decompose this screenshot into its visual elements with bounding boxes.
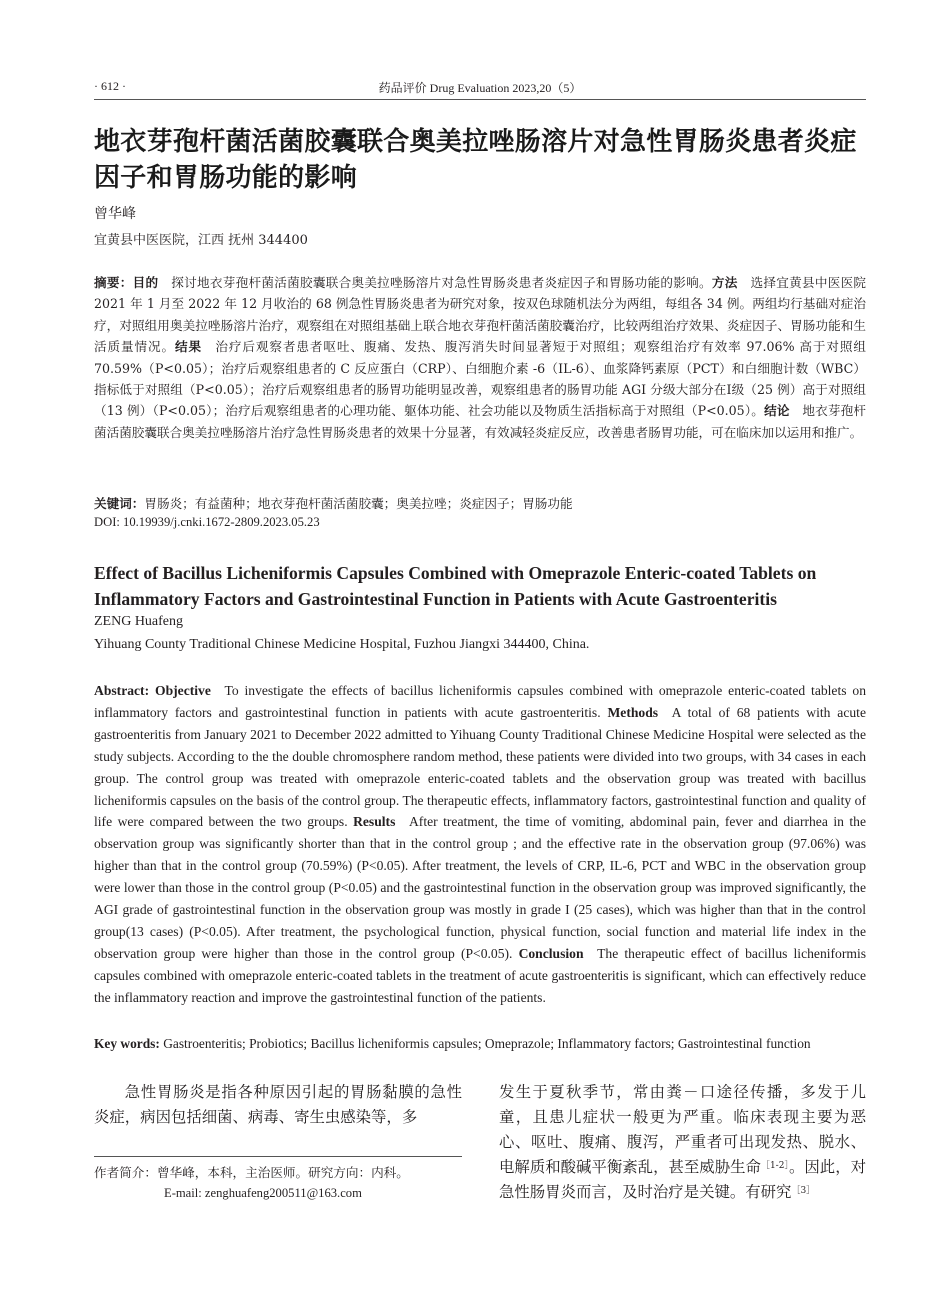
results-label: 结果 xyxy=(174,339,202,355)
affiliation-chinese: 宜黄县中医医院，江西 抚州 344400 xyxy=(94,233,308,248)
citation-ref[interactable]: ［1-2］ xyxy=(760,1161,789,1171)
methods-text: 选择宜黄县中医医院 2021 年 1 月至 2022 年 12 月收治的 68 例急性胃肠炎患者为研究对象，按双色球随机法分为两组，每组各 34 例。两组均行基础对症治疗，对照组用奥美拉唑肠溶片治疗，观察组在对照组基础上联合地衣芽孢杆菌活菌胶囊治疗，比较两组治疗效果、炎症因子、胃肠功能和生活质量情况。 xyxy=(94,275,867,355)
body-text: 。因此，对急性肠胃炎而言，及时治疗是关键。有研究 xyxy=(499,1158,866,1201)
conclusion-label-en: Conclusion xyxy=(518,945,584,961)
abstract-english xyxy=(94,680,866,1009)
keywords-label-en: Key words: xyxy=(94,1036,160,1051)
methods-text-en: A total of 68 patients with acute gastroenteritis from January 2021 to December 2022 admitted to Yihuang County Traditional Chinese Medicine Hospital were selected as the study subjects. According to the the double chromosphere random method, these patients were divided into two groups, with 34 cases in each group. The control group was treated with omeprazole enteric-coated tablets and the observation group was treated with bacillus licheniformis capsules on the basis of the control group. The therapeutic effects, inflammatory factors, gastrointestinal function and quality of life were compared between the two groups. xyxy=(94,704,866,830)
keywords-text: 胃肠炎；有益菌种；地衣芽孢杆菌活菌胶囊；奥美拉唑；炎症因子；胃肠功能 xyxy=(144,496,573,511)
methods-label: 方法 xyxy=(711,275,738,290)
body-text: 发生于夏秋季节，常由粪－口途径传播，多发于儿童，且患儿症状一般更为严重。临床表现主要为恶心、呕吐、腹痛、腹泻，严重者可出现发热、脱水、电解质和酸碱平衡紊乱，甚至威胁生命 xyxy=(499,1083,866,1176)
running-header xyxy=(94,79,866,100)
abstract-chinese xyxy=(94,272,866,443)
footnote-divider xyxy=(94,1156,462,1157)
methods-label-en: Methods xyxy=(607,704,659,720)
objective-text: 探讨地衣芽孢杆菌活菌胶囊联合奥美拉唑肠溶片对急性胃肠炎患者炎症因子和胃肠功能的影响。 xyxy=(170,275,712,290)
author-english: ZENG Huafeng xyxy=(94,614,184,629)
author-chinese: 曾华峰 xyxy=(94,206,136,222)
objective-label: 目的 xyxy=(132,275,159,290)
results-text: 治疗后观察者患者呕吐、腹痛、发热、腹泻消失时间显著短于对照组；观察组治疗有效率 97.06% 高于对照组 70.59%（P<0.05）；治疗后观察组患者的 C 反应蛋白（CRP）、白细胞介素 -6（IL-6）、血浆降钙素原（PCT）和白细胞计数（WBC）指标低于对照组（P<0.05）；治疗后观察组患者的肠胃功能明显改善，观察组患者的肠胃功能 AGI 分级大部分在Ⅰ级（25 例）高于对照组（13 例）（P<0.05）；治疗后观察组患者的心理功能、躯体功能、社会功能以及物质生活指标高于对照组（P<0.05）。 xyxy=(94,339,866,419)
results-text-en: After treatment, the time of vomiting, abdominal pain, fever and diarrhea in the observation group was significantly shorter than that in the control group ; and the effective rate in the observation group (97.06%) was higher than that in the control group (70.59%) (P<0.05). After treatment, the levels of CRP, IL-6, PCT and WBC in the observation group were lower than those in the control group (P<0.05) and the gastrointestinal function in the observation group was improved significantly, the AGI grade of gastrointestinal function in the observation group was mostly in grade I (25 cases), which was higher than that in the control group(13 cases) (P<0.05). After treatment, the psychological function, physical function, social function and material life index in the observation group were higher than those in the control group (P<0.05). xyxy=(94,814,866,961)
article-page xyxy=(94,0,866,1298)
author-intro: 作者简介：曾华峰，本科，主治医师。研究方向：内科。 xyxy=(94,1165,409,1180)
results-label-en: Results xyxy=(353,814,396,830)
body-column-left xyxy=(94,1080,462,1130)
footnote xyxy=(94,1163,462,1203)
objective-text-en: To investigate the effects of bacillus licheniformis capsules combined with omeprazole enteric-coated tablets on inflammatory factors and gastrointestinal function in patients with acute gastroenteritis. xyxy=(94,683,867,720)
citation-ref[interactable]: ［3］ xyxy=(791,1186,816,1196)
affiliation-english: Yihuang County Traditional Chinese Medicine Hospital, Fuzhou Jiangxi 344400, China. xyxy=(94,637,590,652)
keywords-text-en: Gastroenteritis; Probiotics; Bacillus licheniformis capsules; Omeprazole; Inflammatory factors; Gastrointestinal function xyxy=(163,1036,811,1051)
conclusion-text: 地衣芽孢杆菌活菌胶囊联合奥美拉唑肠溶片治疗急性胃肠炎患者的效果十分显著，有效减轻炎症反应，改善患者肠胃功能，可在临床加以运用和推广。 xyxy=(94,403,867,440)
conclusion-label: 结论 xyxy=(764,403,790,419)
title-english: Effect of Bacillus Licheniformis Capsules Combined with Omeprazole Enteric-coated Tablets on Inflammatory Factors and Gastrointestinal Function in Patients with Acute Gastroenteritis xyxy=(94,563,817,609)
doi[interactable]: DOI: 10.19939/j.cnki.1672-2809.2023.05.23 xyxy=(94,515,320,529)
page-number: · 612 · xyxy=(94,79,126,93)
objective-label-en: Abstract: Objective xyxy=(94,683,211,698)
conclusion-text-en: The therapeutic effect of bacillus licheniformis capsules combined with omeprazole enteric-coated tablets in the treatment of acute gastroenteritis is significant, which can effectively reduce the inflammatory reaction and improve the gastrointestinal function of the patients. xyxy=(94,945,867,1005)
keywords-label: 关键词： xyxy=(94,496,145,511)
body-column-right xyxy=(499,1080,866,1205)
keywords-chinese xyxy=(94,494,866,514)
author-email[interactable]: E-mail: zenghuafeng200511@163.com xyxy=(164,1186,362,1200)
title-chinese: 地衣芽孢杆菌活菌胶囊联合奥美拉唑肠溶片对急性胃肠炎患者炎症因子和胃肠功能的影响 xyxy=(94,127,857,193)
keywords-english xyxy=(94,1034,866,1054)
journal-citation: 药品评价 Drug Evaluation 2023,20（5） xyxy=(378,81,582,95)
body-paragraph: 急性胃肠炎是指各种原因引起的胃肠黏膜的急性炎症，病因包括细菌、病毒、寄生虫感染等，多 xyxy=(94,1083,462,1126)
abstract-label: 摘要： xyxy=(94,275,133,290)
